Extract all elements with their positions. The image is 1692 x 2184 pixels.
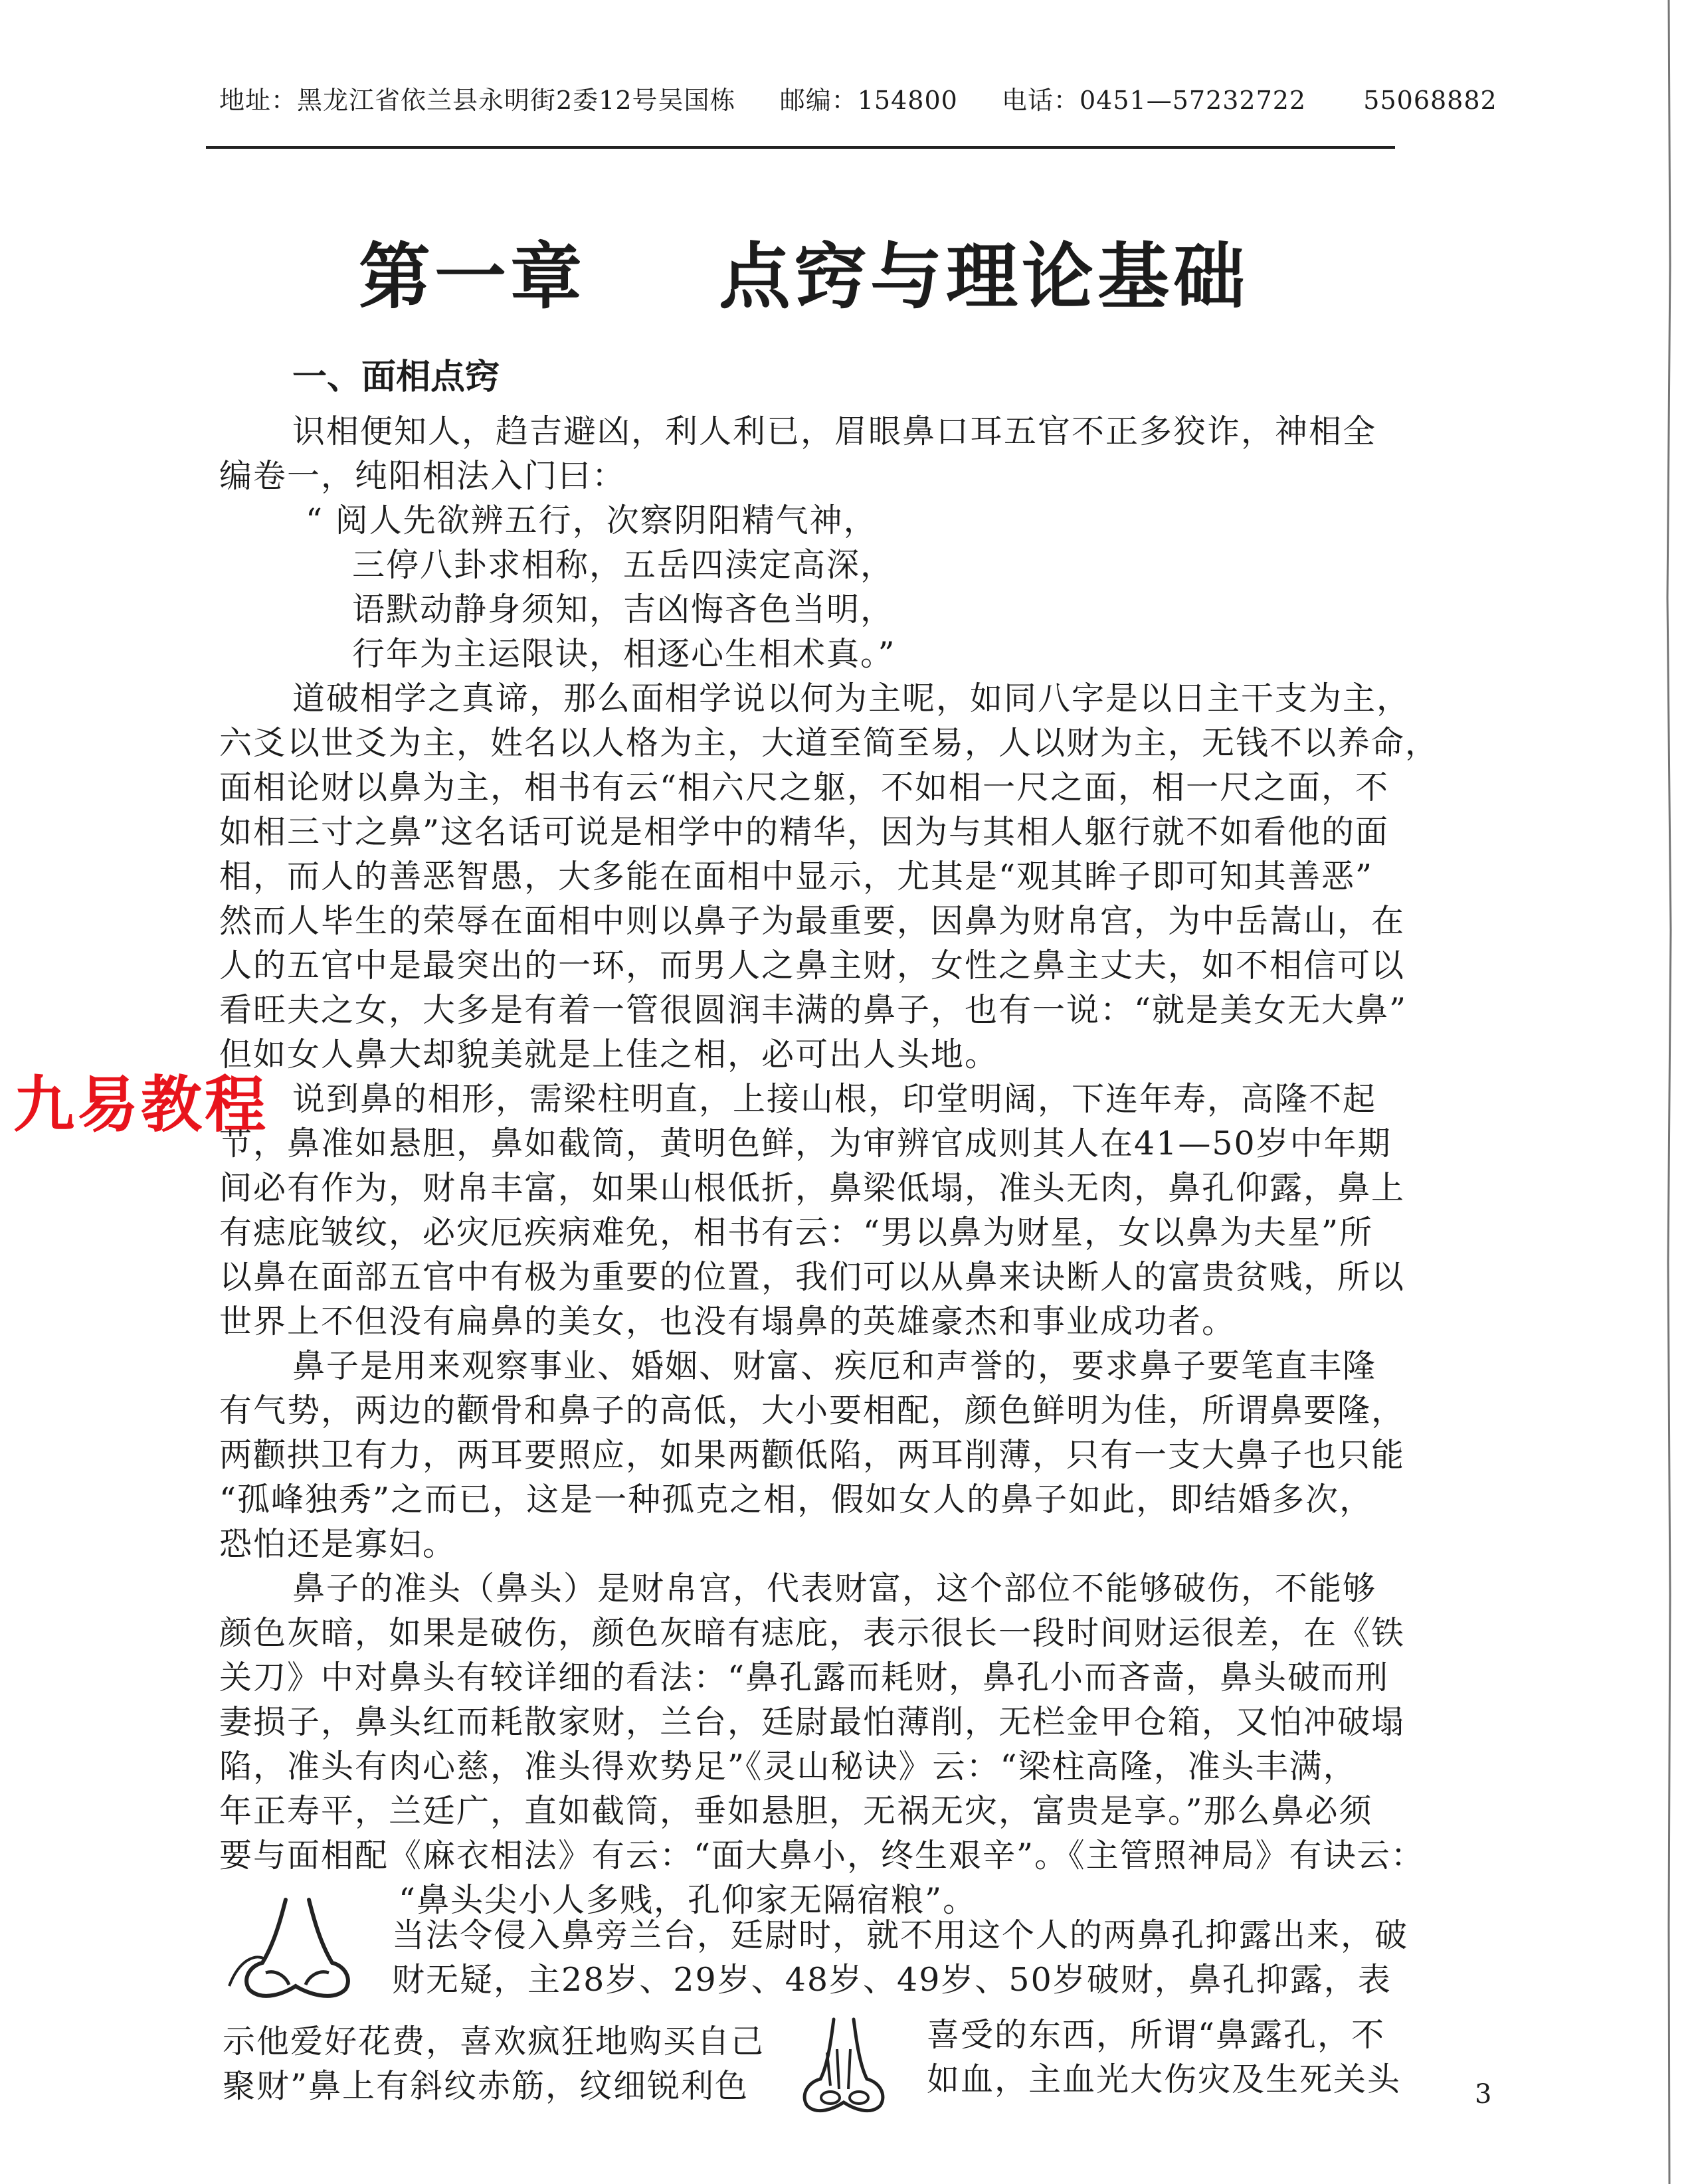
text-line: 编卷一，纯阳相法入门曰： — [219, 457, 626, 495]
text-line: “孤峰独秀”之而已，这是一种孤克之相，假如女人的鼻子如此，即结婚多次， — [219, 1481, 1374, 1518]
text-line: 鼻子是用来观察事业、婚姻、财富、疾厄和声誉的，要求鼻子要笔直丰隆 — [292, 1347, 1377, 1385]
chapter-number: 第一章 — [359, 235, 587, 319]
text-line: “鼻头尖小人多贱，孔仰家无隔宿粮”。 — [399, 1881, 977, 1919]
text-line: 人的五官中是最突出的一环，而男人之鼻主财，女性之鼻主丈夫，如不相信可以 — [219, 947, 1406, 984]
paragraph-7-left — [223, 2019, 765, 2108]
text-line: 六爻以世爻为主，姓名以人格为主，大道至简至易，人以财为主，无钱不以养命， — [219, 724, 1440, 762]
paragraph-7-right — [927, 2013, 1401, 2102]
section-title: 一、面相点窍 — [292, 357, 500, 397]
text-line: 然而人毕生的荣辱在面相中则以鼻子为最重要，因鼻为财帛宫，为中岳嵩山，在 — [219, 902, 1406, 940]
poem-line: 语默动静身须知，吉凶悔吝色当明， — [352, 591, 895, 628]
text-line: 看旺夫之女，大多是有着一管很圆润丰满的鼻子，也有一说：“就是美女无大鼻” — [219, 991, 1408, 1029]
text-line: 节，鼻准如悬胆，鼻如截筒，黄明色鲜，为审辨官成则其人在41—50岁中年期 — [219, 1125, 1392, 1162]
scan-edge — [1661, 0, 1681, 2184]
text-line: 有气势，两边的颧骨和鼻子的高低，大小要相配，颜色鲜明为佳，所谓鼻要隆， — [219, 1392, 1406, 1429]
text-line: 有痣庇皱纹，必灾厄疾病难免，相书有云：“男以鼻为财星，女以鼻为夫星”所 — [219, 1214, 1374, 1251]
paragraph-5 — [219, 1566, 1425, 1878]
text-line: 年正寿平，兰廷广，直如截筒，垂如悬胆，无祸无灾，富贵是享。”那么鼻必须 — [219, 1792, 1373, 1830]
text-line: 如血，主血光大伤灾及生死关头 — [927, 2060, 1402, 2098]
text-line: 面相论财以鼻为主，相书有云“相六尺之躯，不如相一尺之面，相一尺之面，不 — [219, 769, 1390, 806]
paragraph-6 — [392, 1913, 1408, 2002]
text-line: 但如女人鼻大却貌美就是上佳之相，必可出人头地。 — [219, 1036, 999, 1073]
header-phone2: 55068882 — [1363, 86, 1497, 115]
text-line: 说到鼻的相形，需梁柱明直，上接山根，印堂明阔，下连年寿，高隆不起 — [292, 1080, 1377, 1118]
text-line: 陷，准头有肉心慈，准头得欢势足”《灵山秘诀》云：“梁柱高隆，准头丰满， — [219, 1748, 1357, 1785]
text-line: 要与面相配《麻衣相法》有云：“面大鼻小，终生艰辛”。《主管照神局》有诀云： — [219, 1837, 1425, 1874]
poem-line: “ 阅人先欲辨五行，次察阴阳精气神， — [306, 501, 878, 539]
paragraph-2 — [219, 676, 1439, 1077]
nostril-illustration-icon — [794, 2013, 893, 2119]
watermark: 九易教程 — [13, 1069, 269, 1140]
text-line: 妻损子，鼻头红而耗散家财，兰台，廷尉最怕薄削，无栏金甲仓箱，又怕冲破塌 — [219, 1703, 1406, 1741]
header-address: 地址：黑龙江省依兰县永明街2委12号吴国栋 — [219, 86, 736, 115]
poem-line: 三停八卦求相称，五岳四渎定高深， — [352, 546, 895, 584]
text-line: 财无疑，主28岁、29岁、48岁、49岁、50岁破财，鼻孔抑露，表 — [392, 1961, 1392, 1999]
text-line: 喜受的东西，所谓“鼻露孔，不 — [927, 2016, 1386, 2054]
text-line: 当法令侵入鼻旁兰台，廷尉时，就不用这个人的两鼻孔抑露出来，破 — [392, 1916, 1409, 1954]
text-line: 聚财”鼻上有斜纹赤筋，纹细锐利色 — [223, 2067, 749, 2105]
paragraph-4 — [219, 1344, 1405, 1566]
text-line: 颜色灰暗，如果是破伤，颜色灰暗有痣庇，表示很长一段时间财运很差，在《铁 — [219, 1614, 1406, 1652]
text-line: 间必有作为，财帛丰富，如果山根低折，鼻梁低塌，准头无肉，鼻孔仰露，鼻上 — [219, 1169, 1406, 1207]
header-postcode: 邮编：154800 — [779, 86, 958, 115]
text-line: 示他爱好花费，喜欢疯狂地购买自己 — [223, 2023, 765, 2060]
poem — [306, 498, 896, 676]
chapter-title: 点窍与理论基础 — [719, 235, 1250, 319]
header-rule — [206, 146, 1395, 149]
text-line: 鼻子的准头（鼻头）是财帛宫，代表财富，这个部位不能够破伤，不能够 — [292, 1570, 1377, 1607]
text-line: 关刀》中对鼻头有较详细的看法：“鼻孔露而耗财，鼻孔小而吝啬，鼻头破而刑 — [219, 1659, 1390, 1696]
paragraph-1 — [219, 409, 1376, 498]
text-line: 相，而人的善恶智愚，大多能在面相中显示，尤其是“观其眸子即可知其善恶” — [219, 858, 1374, 895]
text-line: 两颧拱卫有力，两耳要照应，如果两颧低陷，两耳削薄，只有一支大鼻子也只能 — [219, 1436, 1406, 1474]
nose-illustration-icon — [226, 1893, 372, 2006]
poem-line: 行年为主运限诀，相逐心生相术真。” — [352, 635, 896, 673]
text-line: 识相便知人，趋吉避凶，利人利已，眉眼鼻口耳五官不正多狡诈，神相全 — [292, 412, 1377, 450]
text-line: 道破相学之真谛，那么面相学说以何为主呢，如同八字是以日主干支为主， — [292, 680, 1411, 717]
header-phone: 电话：0451—57232722 — [1001, 86, 1307, 115]
header-address-line — [219, 80, 1497, 116]
text-line: 如相三寸之鼻”这名话可说是相学中的精华，因为与其相人躯行就不如看他的面 — [219, 813, 1390, 851]
text-line: 恐怕还是寡妇。 — [219, 1525, 457, 1563]
text-line: 世界上不但没有扁鼻的美女，也没有塌鼻的英雄豪杰和事业成功者。 — [219, 1303, 1236, 1340]
paragraph-3 — [219, 1077, 1405, 1344]
page-number: 3 — [1475, 2079, 1492, 2110]
text-line: 以鼻在面部五官中有极为重要的位置，我们可以从鼻来诀断人的富贵贫贱，所以 — [219, 1258, 1406, 1296]
chapter-heading — [359, 219, 1249, 322]
